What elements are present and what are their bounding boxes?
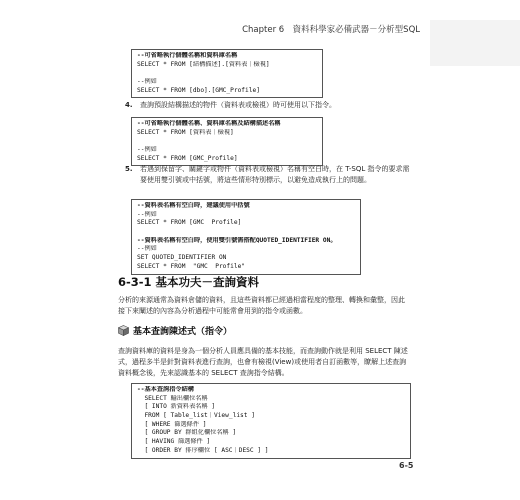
code-line xyxy=(137,228,355,237)
code-box-3 xyxy=(131,199,361,275)
code-box-4 xyxy=(131,383,411,459)
code-line: --可省略執行個體名稱和資料庫名稱 xyxy=(137,52,238,59)
code-line: --可省略執行個體名稱、資料庫名稱及結構描述名稱 xyxy=(137,120,281,127)
code-line: [ GROUP BY 群組化欄位名稱 ] xyxy=(137,429,237,437)
code-line: SELECT * FROM [GMC_Profile] xyxy=(137,154,238,162)
step-5 xyxy=(125,164,410,198)
code-line: SET QUOTED_IDENTIFIER ON xyxy=(137,254,227,262)
code-line: --例如 xyxy=(137,210,157,218)
code-line xyxy=(137,137,317,146)
section-paragraph: 分析的來源通常為資料倉儲的資料，且這些資料都已經過相當程度的整理、轉換和彙整，因此接下來闡述的內容為分析過程中可能常會用到的指令或函數。 xyxy=(118,296,405,315)
code-line: [ HAVING 篩選條件 ] xyxy=(137,438,211,446)
step-text: 若遇到保留字、關鍵字或物件（資料表或檢視）名稱有空白時，在 T-SQL 指令的要求需要使用雙引號或中括號，將這些情形特別標示，以避免造成執行上的問題。 xyxy=(140,165,410,184)
subsection-title-text: 基本查詢陳述式（指令） xyxy=(133,327,233,337)
code-line: SELECT * FROM "GMC Profile" xyxy=(137,262,246,270)
section-title: 6-3-1 基本功夫－查詢資料 xyxy=(118,275,260,289)
code-line: SELECT * FROM [dbo].[GMC_Profile] xyxy=(137,86,260,94)
code-line: --基本查詢指令結構 xyxy=(137,386,194,393)
code-line: --例如 xyxy=(137,245,157,253)
code-line: [ WHERE 篩選條件 ] xyxy=(137,420,207,428)
step-number: 5. xyxy=(125,165,133,173)
step-text: 查詢預設結構描述的物件（資料表或檢視）時可使用以下指令。 xyxy=(140,101,336,109)
code-line: [ INTO 新資料表名稱 ] xyxy=(137,403,216,411)
code-line: --資料表名稱有空白時，建議使用中括號 xyxy=(137,202,250,209)
header-chapter-title: Chapter 6 資料科學家必備武器－分析型SQL xyxy=(242,25,420,35)
code-line: [ ORDER BY 排序欄位 [ ASC｜DESC ] ] xyxy=(137,446,269,454)
code-box-2 xyxy=(131,117,323,166)
code-line: SELECT * FROM [資料表｜檢視] xyxy=(137,128,234,136)
page-header xyxy=(0,23,520,37)
subsection-title xyxy=(118,324,232,338)
code-line: SELECT * FROM [結構描述].[資料表｜檢視] xyxy=(137,60,270,68)
step-4 xyxy=(125,100,410,112)
cube-icon xyxy=(118,325,129,336)
code-line: --例如 xyxy=(137,78,157,86)
code-line: --資料表名稱有空白時，使用雙引號需搭配QUOTED_IDENTIFIER ON。 xyxy=(137,236,337,244)
page-number: 6-5 xyxy=(399,461,414,470)
code-line: SELECT * FROM [GMC Profile] xyxy=(137,219,242,227)
step-number: 4. xyxy=(125,101,133,109)
header-tab-decoration xyxy=(430,20,520,66)
code-box-1 xyxy=(131,49,323,98)
code-line: FROM [ Table_list｜View_list ] xyxy=(137,412,255,420)
code-line: --例如 xyxy=(137,146,157,154)
code-line xyxy=(137,69,317,78)
code-line: SELECT 輸出欄位名稱 xyxy=(137,394,208,402)
subsection-paragraph: 查詢資料庫的資料是身為一個分析人員應具備的基本技能，而查詢動作就是利用 SELECT 陳述式，過程多半是針對資料表進行查詢，也會有檢視(View)或使用者自訂函數等，瞭解上述查詢資料概念後，先來認識基本的 SELECT 查詢指令結構。 xyxy=(118,347,408,377)
